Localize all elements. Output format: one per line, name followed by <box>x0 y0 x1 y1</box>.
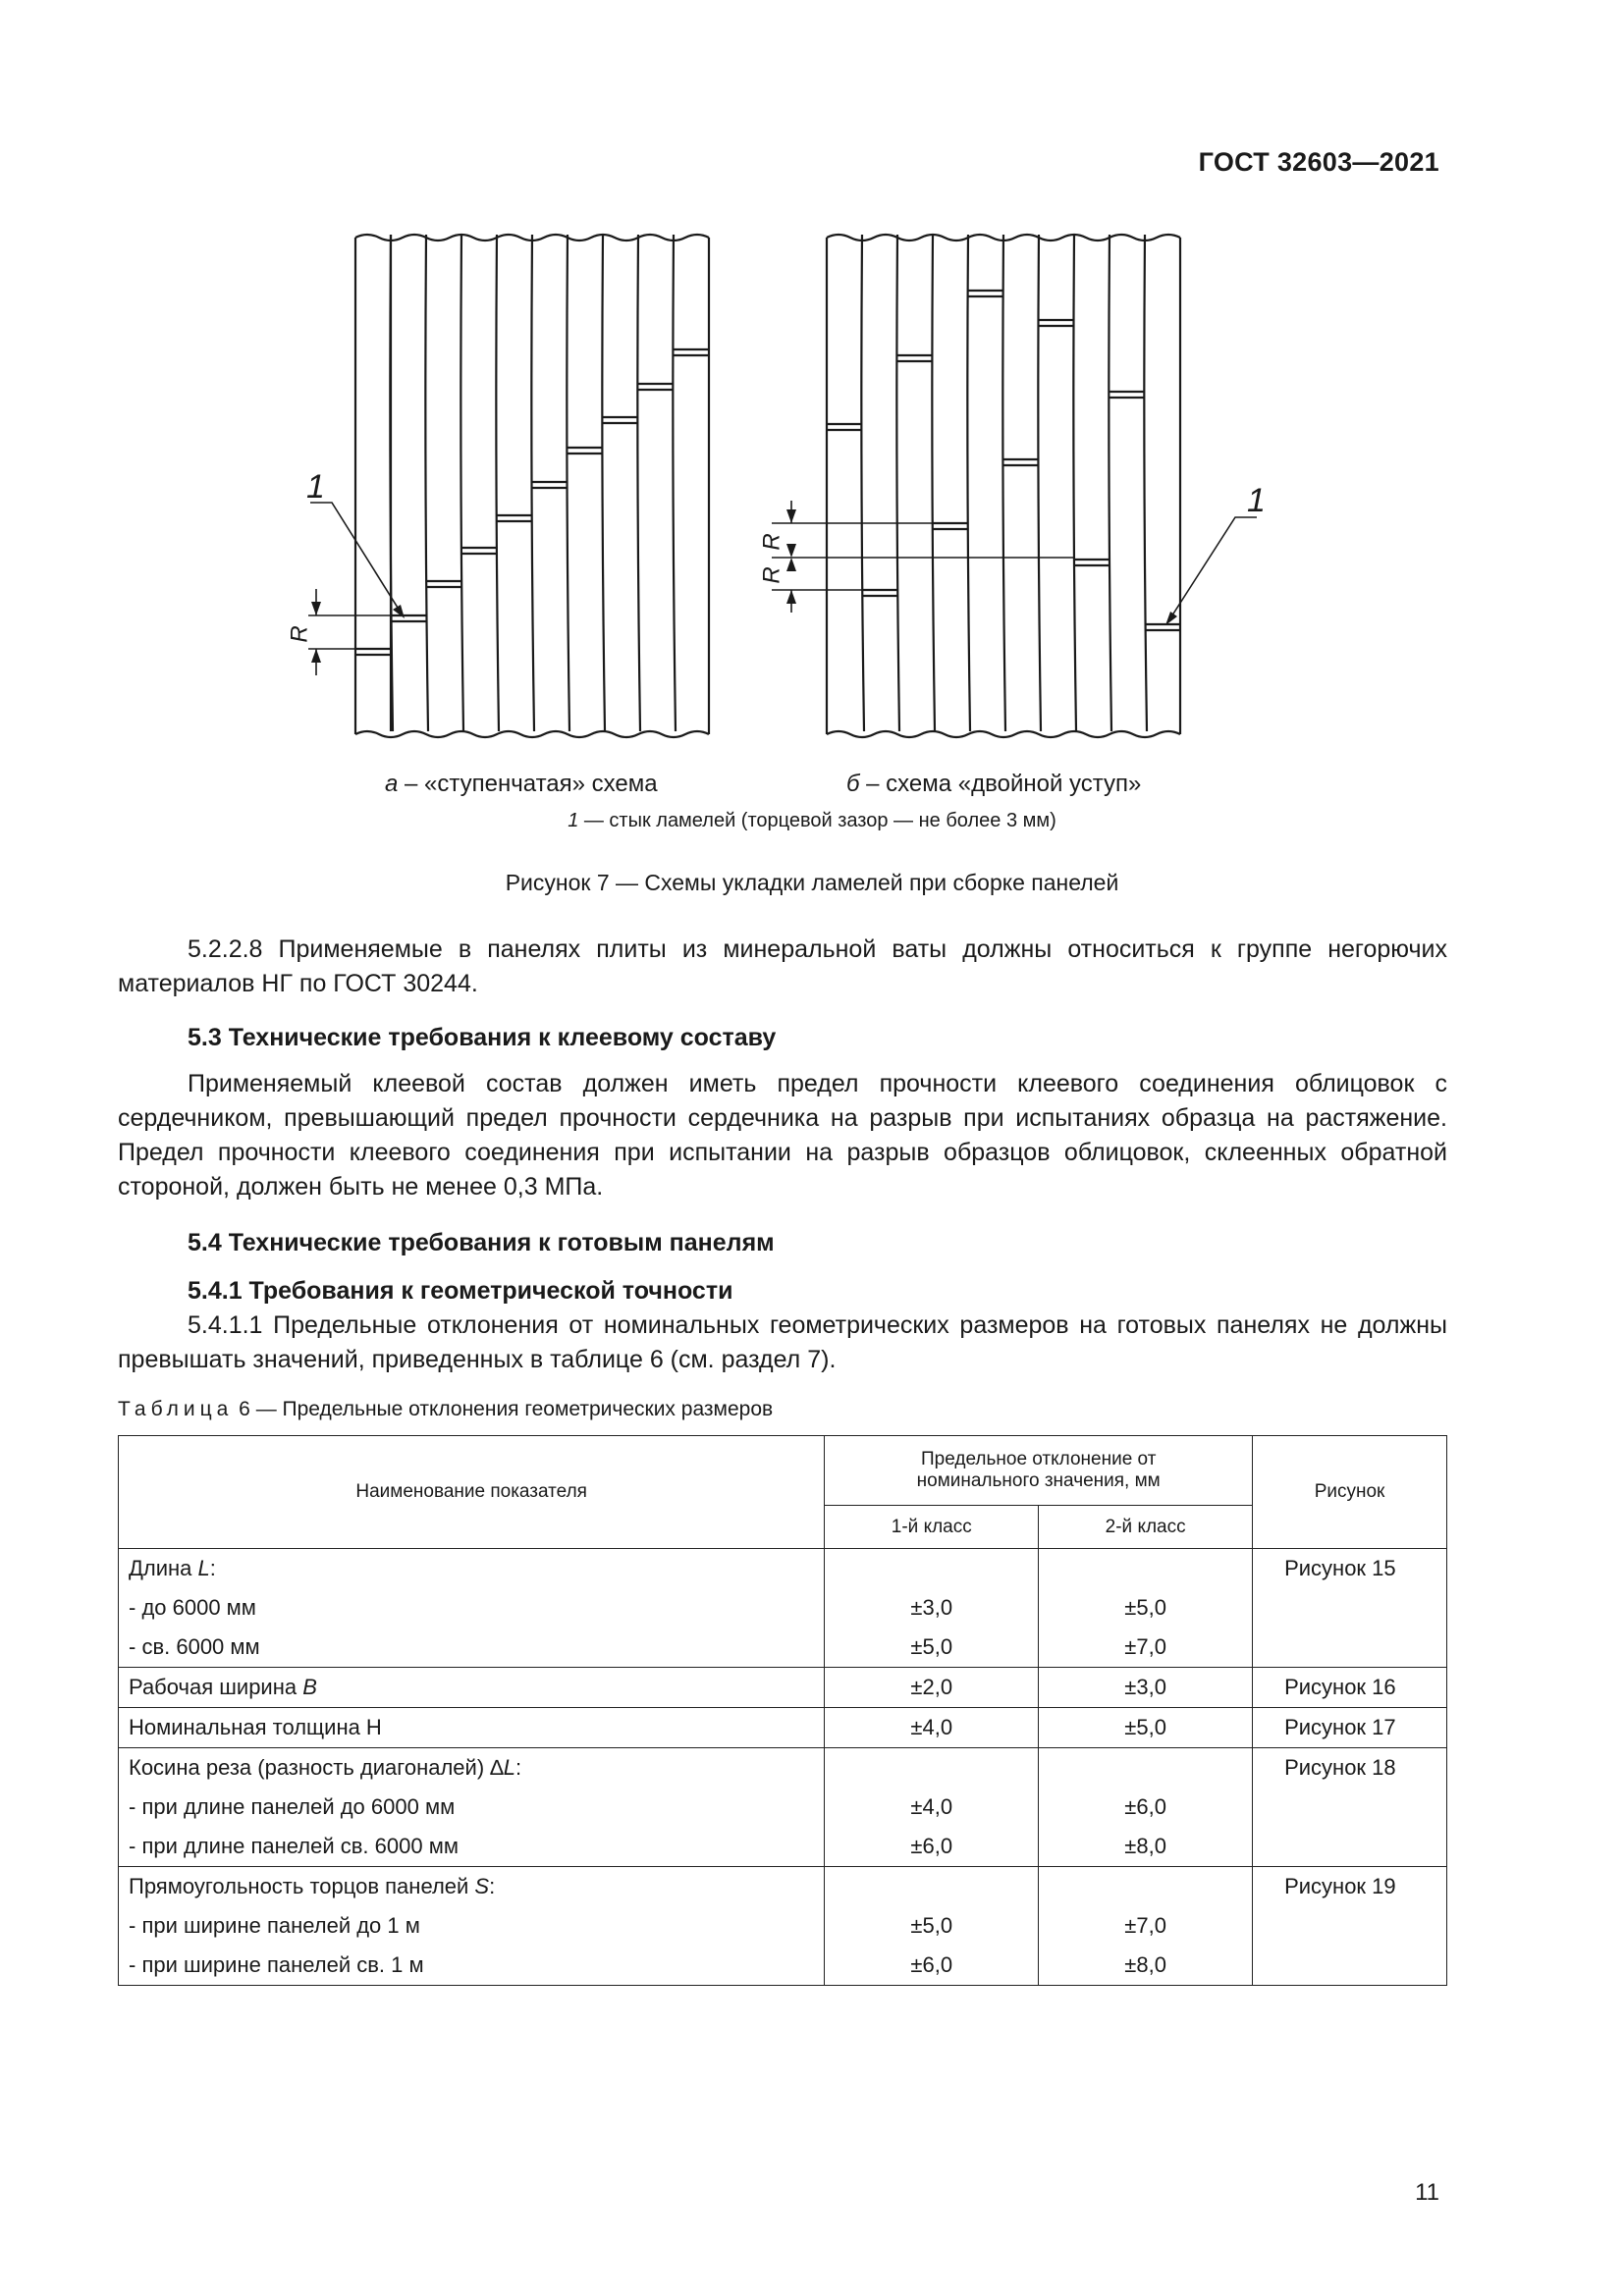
value-class-2: ±5,0 <box>1124 1595 1166 1620</box>
value-class-1: ±5,0 <box>910 1913 953 1938</box>
figure-legend: 1 — стык ламелей (торцевой зазор — не более 3 мм) <box>568 810 1056 831</box>
header-class-1: 1-й класс <box>825 1506 1039 1549</box>
value-class-1: ±6,0 <box>910 1952 953 1977</box>
figure-reference: Рисунок 16 <box>1284 1675 1396 1699</box>
deviation-table <box>118 1435 1447 1986</box>
dimension-label-r2: R <box>758 566 785 584</box>
table-row <box>119 1748 1447 1867</box>
heading-5-4-1: 5.4.1 Требования к геометрической точности <box>188 1277 733 1305</box>
heading-5-3: 5.3 Технические требования к клеевому составу <box>188 1024 777 1051</box>
indicator-line: - при ширине панелей до 1 м <box>129 1913 420 1938</box>
cell-class-2 <box>1039 1549 1253 1668</box>
callout-label-left: 1 <box>306 468 325 506</box>
figure-reference: Рисунок 19 <box>1284 1874 1396 1898</box>
value-class-2 <box>1039 1867 1252 1906</box>
figure-reference: Рисунок 17 <box>1284 1715 1396 1739</box>
cell-figure <box>1253 1748 1447 1867</box>
cell-class-1 <box>825 1748 1039 1867</box>
value-class-1 <box>825 1549 1038 1588</box>
dimension-label-r1: R <box>758 533 785 551</box>
value-class-2: ±3,0 <box>1124 1675 1166 1699</box>
cell-indicator <box>119 1867 825 1986</box>
header-name: Наименование показателя <box>119 1436 825 1549</box>
figure-reference: Рисунок 18 <box>1284 1755 1396 1780</box>
value-class-1: ±3,0 <box>910 1595 953 1620</box>
value-class-1: ±4,0 <box>910 1715 953 1739</box>
value-class-2: ±8,0 <box>1124 1834 1166 1858</box>
indicator-line: Косина реза (разность диагоналей) ∆L: <box>129 1755 522 1780</box>
cell-class-2 <box>1039 1708 1253 1748</box>
figure-reference: Рисунок 15 <box>1284 1556 1396 1580</box>
value-class-1: ±4,0 <box>910 1794 953 1819</box>
table-row <box>119 1867 1447 1986</box>
document-code: ГОСТ 32603—2021 <box>1198 147 1439 177</box>
dimension-right <box>772 501 1257 621</box>
figure-title: Рисунок 7 — Схемы укладки ламелей при сборке панелей <box>505 870 1119 895</box>
caption-b: б – схема «двойной уступ» <box>846 771 1142 797</box>
cell-indicator <box>119 1668 825 1708</box>
header-figure: Рисунок <box>1253 1436 1447 1549</box>
indicator-line: - св. 6000 мм <box>129 1634 260 1659</box>
cell-class-1 <box>825 1708 1039 1748</box>
table-row <box>119 1549 1447 1668</box>
cell-class-1 <box>825 1668 1039 1708</box>
cell-figure <box>1253 1867 1447 1986</box>
page-number: 11 <box>1415 2179 1439 2206</box>
value-class-1 <box>825 1748 1038 1788</box>
indicator-line: - при ширине панелей св. 1 м <box>129 1952 424 1977</box>
indicator-line: Прямоугольность торцов панелей S: <box>129 1874 496 1898</box>
paragraph-5-3: Применяемый клеевой состав должен иметь предел прочности клеевого соединения облицовок с сердечником, превышающий предел прочности сердечника на разрыв при испытаниях образца на растяжение. Предел прочности клеевого соединения при испытании на разрыв образцов облицовок, склеенных обратной стороной, должен быть не менее 0,3 МПа. <box>118 1070 1447 1201</box>
panel-stepped <box>355 235 709 737</box>
lamella-diagram <box>0 0 1624 883</box>
cell-class-2 <box>1039 1668 1253 1708</box>
indicator-line: Длина L: <box>129 1556 216 1580</box>
value-class-1: ±5,0 <box>910 1634 953 1659</box>
cell-class-1 <box>825 1549 1039 1668</box>
value-class-2: ±7,0 <box>1124 1913 1166 1938</box>
indicator-line: - при длине панелей до 6000 мм <box>129 1794 456 1819</box>
indicator-line: - при длине панелей св. 6000 мм <box>129 1834 459 1858</box>
table-caption: Таблица 6 — Предельные отклонения геометрических размеров <box>118 1398 774 1420</box>
cell-figure <box>1253 1549 1447 1668</box>
cell-figure <box>1253 1668 1447 1708</box>
caption-a: а – «ступенчатая» схема <box>385 771 658 797</box>
table-row <box>119 1708 1447 1748</box>
value-class-1 <box>825 1867 1038 1906</box>
cell-indicator <box>119 1748 825 1867</box>
cell-class-2 <box>1039 1867 1253 1986</box>
value-class-2: ±5,0 <box>1124 1715 1166 1739</box>
cell-class-2 <box>1039 1748 1253 1867</box>
panel-double-step <box>827 235 1180 737</box>
indicator-line: Номинальная толщина Н <box>129 1715 382 1739</box>
header-class-2: 2-й класс <box>1039 1506 1253 1549</box>
cell-figure <box>1253 1708 1447 1748</box>
value-class-1: ±6,0 <box>910 1834 953 1858</box>
cell-class-1 <box>825 1867 1039 1986</box>
value-class-2 <box>1039 1549 1252 1588</box>
value-class-2 <box>1039 1748 1252 1788</box>
paragraph-5-4-1-1: 5.4.1.1 Предельные отклонения от номинальных геометрических размеров на готовых панелях не должны превышать значений, приведенных в таблице 6 (см. раздел 7). <box>118 1311 1447 1373</box>
heading-5-4: 5.4 Технические требования к готовым панелям <box>188 1229 775 1256</box>
table-row <box>119 1668 1447 1708</box>
value-class-2: ±6,0 <box>1124 1794 1166 1819</box>
figure-7 <box>0 0 1624 895</box>
paragraph-5-2-2-8: 5.2.2.8 Применяемые в панелях плиты из минеральной ваты должны относиться к группе негорючих материалов НГ по ГОСТ 30244. <box>118 935 1447 997</box>
cell-indicator <box>119 1549 825 1668</box>
cell-indicator <box>119 1708 825 1748</box>
value-class-2: ±8,0 <box>1124 1952 1166 1977</box>
dimension-label-r: R <box>286 625 313 643</box>
indicator-line: Рабочая ширина B <box>129 1675 317 1699</box>
value-class-1: ±2,0 <box>910 1675 953 1699</box>
value-class-2: ±7,0 <box>1124 1634 1166 1659</box>
callout-label-right: 1 <box>1247 482 1266 519</box>
indicator-line: - до 6000 мм <box>129 1595 256 1620</box>
header-deviation: Предельное отклонение от номинального значения, мм <box>825 1436 1253 1506</box>
